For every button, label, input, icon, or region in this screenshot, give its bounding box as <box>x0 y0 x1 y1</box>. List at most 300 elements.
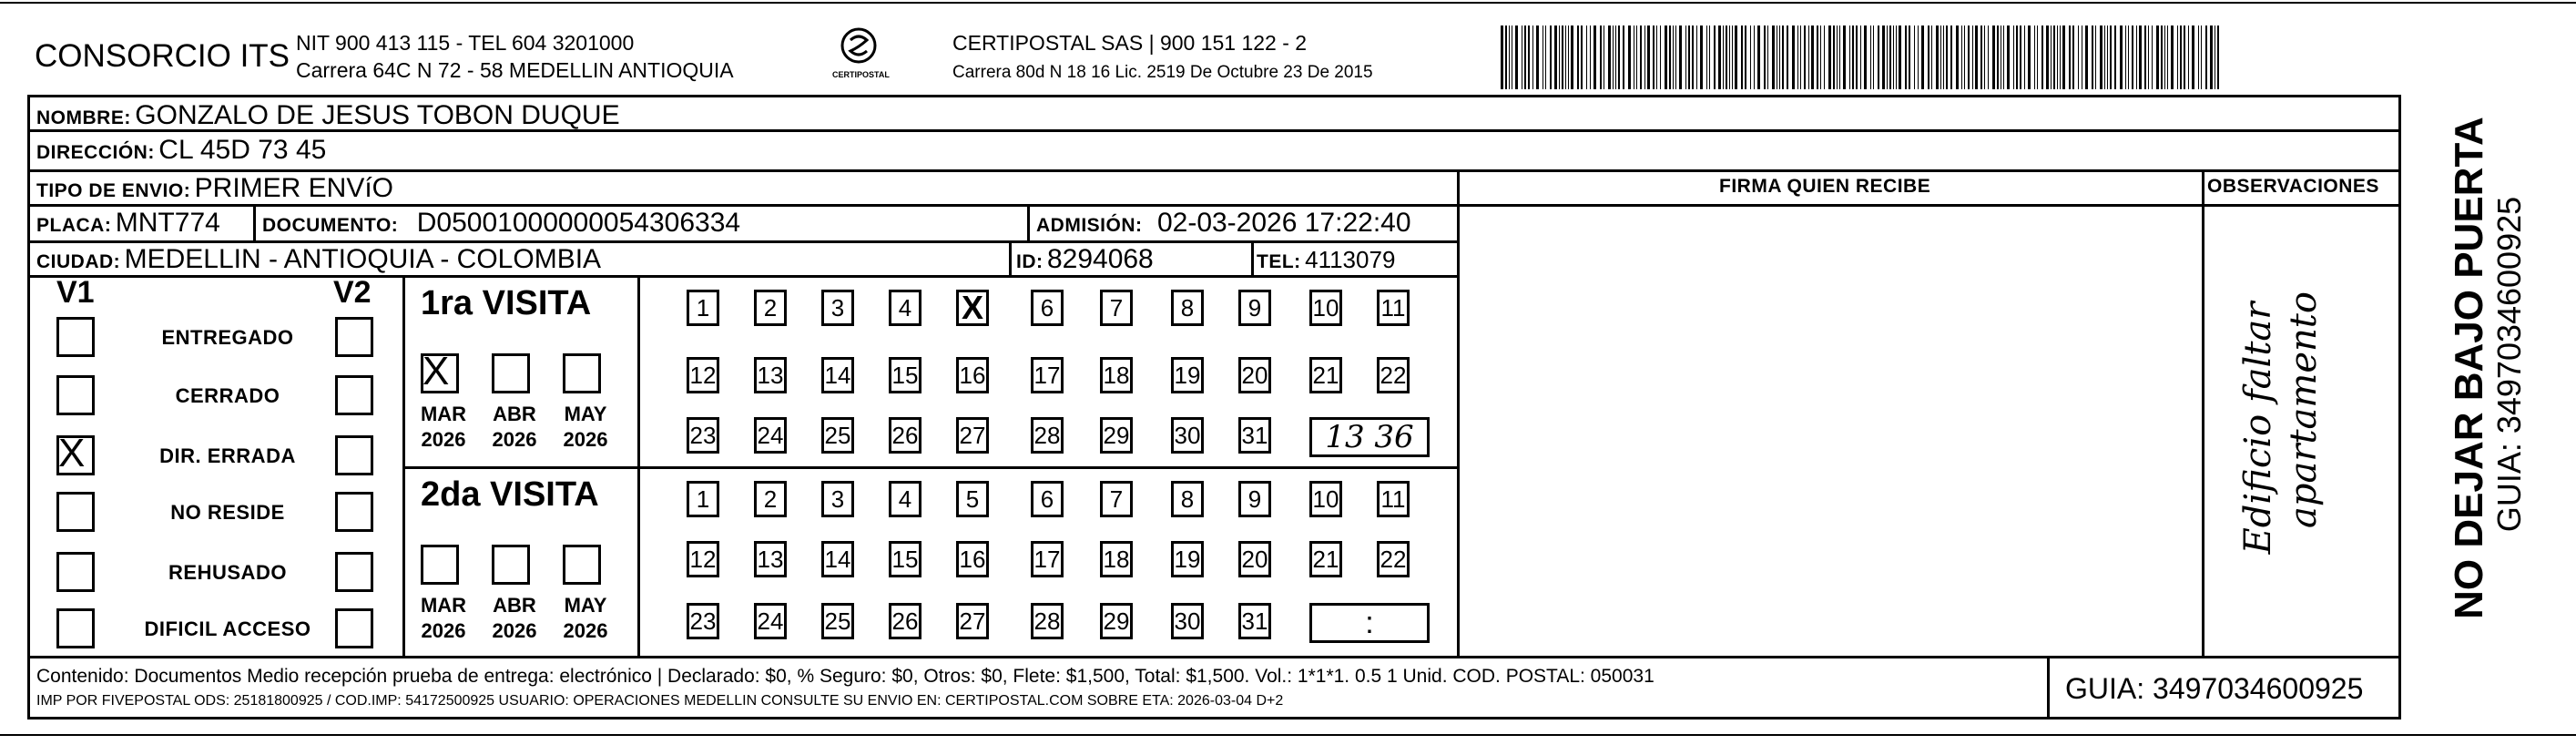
visit2-day-box[interactable]: 29 <box>1100 603 1133 639</box>
barcode-bar <box>1870 26 1871 89</box>
barcode-bar <box>1700 26 1703 89</box>
barcode-bar <box>1931 26 1932 89</box>
barcode-bar <box>1685 26 1686 89</box>
barcode-bar <box>1984 26 1985 89</box>
barcode-bar <box>2072 26 2074 89</box>
barcode-bar <box>1673 26 1674 89</box>
visit2-month-label: MAY <box>564 594 607 617</box>
visit2-day-box[interactable]: 3 <box>821 481 854 517</box>
barcode-bar <box>1940 26 1941 89</box>
barcode-bar <box>1988 26 1989 89</box>
barcode-bar <box>1545 26 1546 89</box>
id-sep <box>1009 240 1012 275</box>
barcode-bar <box>2024 26 2025 89</box>
visit2-day-box[interactable]: 17 <box>1031 541 1064 577</box>
barcode-bar <box>1972 26 1973 89</box>
barcode-bar <box>1811 26 1814 89</box>
barcode-bar <box>1856 26 1858 89</box>
visit2-day-box[interactable]: 9 <box>1238 481 1271 517</box>
barcode-bar <box>1692 26 1694 89</box>
barcode-bar <box>1896 26 1897 89</box>
visit1-month-label: MAY <box>564 403 607 425</box>
barcode-bar <box>1893 26 1894 89</box>
visit1-day-box[interactable]: 24 <box>754 417 787 454</box>
company-name: CONSORCIO ITS <box>35 38 290 74</box>
barcode-bar <box>2037 26 2038 89</box>
visit1-day-box[interactable]: 8 <box>1171 290 1204 326</box>
barcode-bar <box>1515 26 1518 89</box>
nombre-value: GONZALO DE JESUS TOBON DUQUE <box>135 100 620 130</box>
barcode-bar <box>2020 26 2021 89</box>
barcode-bar <box>2120 26 2123 89</box>
barcode-bar <box>1936 26 1939 89</box>
firma-header: FIRMA QUIEN RECIBE <box>1719 176 1931 197</box>
nombre-label-text: NOMBRE: <box>36 107 131 128</box>
visit2-day-box[interactable]: 27 <box>956 603 989 639</box>
visit1-day-box[interactable]: 27 <box>956 417 989 454</box>
barcode-bar <box>2210 26 2213 89</box>
barcode-bar <box>1764 26 1766 89</box>
barcode-bar <box>1706 26 1707 89</box>
visit2-day-box[interactable]: 25 <box>821 603 854 639</box>
visit1-day-box[interactable]: 10 <box>1309 290 1342 326</box>
barcode-bar <box>1950 26 1952 89</box>
barcode-bar <box>2078 26 2079 89</box>
visit1-day-box[interactable]: 29 <box>1100 417 1133 454</box>
barcode-bar <box>2167 26 2168 89</box>
barcode-bar <box>1905 26 1907 89</box>
visit1-year-label: 2026 <box>421 428 466 451</box>
barcode-bar <box>2057 26 2058 89</box>
barcode-bar <box>1608 26 1611 89</box>
barcode-bar <box>2192 26 2194 89</box>
v1-checkbox[interactable] <box>56 375 95 415</box>
visit1-day-box[interactable]: X <box>956 290 989 326</box>
barcode-bar <box>1696 26 1697 89</box>
visit1-time-box[interactable]: 13 36 <box>1309 417 1430 457</box>
footer-line2: IMP POR FIVEPOSTAL ODS: 25181800925 / COD.IMP: 54172500925 USUARIO: OPERACIONES MEDELLIN CONSULTE SU ENVIO EN: CERTIPOSTAL.COM SOBRE ETA: 2026-03-04 D+2 <box>36 693 1284 709</box>
visit1-day-box[interactable]: 23 <box>687 417 719 454</box>
visit2-day-box[interactable]: 11 <box>1377 481 1410 517</box>
visit1-month-box[interactable] <box>492 353 530 393</box>
visit1-day-box[interactable]: 16 <box>956 357 989 393</box>
visit2-day-box[interactable]: 1 <box>687 481 719 517</box>
barcode-bar <box>1644 26 1645 89</box>
barcode-bar <box>1837 26 1838 89</box>
status-option-label: ENTREGADO <box>161 326 294 349</box>
visit2-day-box[interactable]: 13 <box>754 541 787 577</box>
barcode-bar <box>1843 26 1846 89</box>
v1-checkbox[interactable] <box>56 552 95 592</box>
visit2-day-box[interactable]: 23 <box>687 603 719 639</box>
barcode-bar <box>2144 26 2146 89</box>
tipo-label: TIPO DE ENVIO: <box>36 180 191 201</box>
status-option-label: DIFICIL ACCESO <box>144 617 311 640</box>
barcode-bar <box>1767 26 1768 89</box>
barcode-bar <box>1735 26 1737 89</box>
status-sep <box>402 275 405 656</box>
barcode-bar <box>1750 26 1751 89</box>
visit2-day-box[interactable]: 14 <box>821 541 854 577</box>
barcode-bar <box>1787 26 1788 89</box>
barcode-bar <box>1577 26 1579 89</box>
documento-row <box>262 209 740 237</box>
visit2-day-box[interactable]: 6 <box>1031 481 1064 517</box>
barcode-bar <box>1647 26 1650 89</box>
visit2-year-label: 2026 <box>563 619 608 642</box>
barcode-bar <box>1509 26 1510 89</box>
barcode-bar <box>1975 26 1978 89</box>
barcode-bar <box>1820 26 1821 89</box>
barcode-bar <box>2114 26 2116 89</box>
visit2-day-box[interactable]: 30 <box>1171 603 1204 639</box>
barcode-bar <box>1754 26 1755 89</box>
barcode-bar <box>2205 26 2207 89</box>
barcode-bar <box>1800 26 1801 89</box>
barcode-bar <box>1640 26 1642 89</box>
barcode-bar <box>1828 26 1831 89</box>
barcode-bar <box>1968 26 1970 89</box>
barcode-bar <box>2034 26 2035 89</box>
barcode-bar <box>2188 26 2189 89</box>
courier-line1: CERTIPOSTAL SAS | 900 151 122 - 2 <box>952 31 1308 55</box>
barcode-bar <box>2016 26 2018 89</box>
visit1-day-box[interactable]: 1 <box>687 290 719 326</box>
visit2-day-box[interactable]: 24 <box>754 603 787 639</box>
observaciones-header: OBSERVACIONES <box>2207 176 2379 197</box>
barcode-bar <box>1864 26 1867 89</box>
ciudad-value: MEDELLIN - ANTIOQUIA - COLOMBIA <box>124 244 602 274</box>
barcode-bar <box>1665 26 1667 89</box>
barcode-bar <box>1997 26 1999 89</box>
logo-caption: CERTIPOSTAL <box>832 70 890 79</box>
nit-line: NIT 900 413 115 - TEL 604 3201000 <box>296 31 635 55</box>
barcode-bar <box>1593 26 1596 89</box>
v2-checkbox[interactable] <box>335 375 373 415</box>
barcode-bar <box>2041 26 2043 89</box>
v2-checkbox[interactable] <box>335 317 373 357</box>
obs-line-2: apartamento <box>2283 291 2325 528</box>
direccion-value: CL 45D 73 45 <box>158 135 327 165</box>
barcode-bar <box>1636 26 1637 89</box>
certipostal-logo <box>827 24 891 84</box>
visit1-day-box[interactable]: 21 <box>1309 357 1342 393</box>
barcode-bar <box>2156 26 2159 89</box>
barcode-bar <box>2003 26 2004 89</box>
barcode-bar <box>1887 26 1888 89</box>
visit2-day-box[interactable]: 8 <box>1171 481 1204 517</box>
barcode-bar <box>1943 26 1944 89</box>
direccion-label: DIRECCIÓN: <box>36 142 155 163</box>
barcode-bar <box>1782 26 1784 89</box>
barcode-bar <box>1528 26 1530 89</box>
row-line-6 <box>402 466 1457 469</box>
visit1-day-box[interactable]: 28 <box>1031 417 1064 454</box>
footer-line1: Contenido: Documentos Medio recepción prueba de entrega: electrónico | Declarado: $0, % Seguro: $0, Otros: $0, Flete: $1,500, Total: $1,500. Vol.: 1*1*1. 0.5 1 Unid. COD. POSTAL: 050031 <box>36 666 1655 687</box>
status-option-label: NO RESIDE <box>170 501 285 524</box>
tel-value: 4113079 <box>1305 246 1396 273</box>
visit2-day-box[interactable]: 20 <box>1238 541 1271 577</box>
v2-checkbox[interactable] <box>335 608 373 648</box>
visit2-title: 2da VISITA <box>421 475 599 514</box>
barcode-bar <box>2028 26 2031 89</box>
visit2-day-box[interactable]: 5 <box>956 481 989 517</box>
barcode-bar <box>2184 26 2185 89</box>
barcode-bar <box>1808 26 1809 89</box>
barcode-bar <box>1946 26 1948 89</box>
footer-guia: GUIA: 3497034600925 <box>2065 672 2364 705</box>
placa-row <box>36 209 220 237</box>
v1-checkbox[interactable] <box>56 492 95 532</box>
visit2-month-box[interactable] <box>563 545 601 585</box>
visit1-day-box[interactable]: 20 <box>1238 357 1271 393</box>
barcode-bar <box>1565 26 1566 89</box>
barcode-bar <box>1679 26 1682 89</box>
barcode-bar <box>1833 26 1835 89</box>
visit1-day-box[interactable]: 4 <box>889 290 921 326</box>
tipo-value: PRIMER ENVíO <box>194 173 394 203</box>
status-option-label: DIR. ERRADA <box>159 444 296 467</box>
visit2-time-box[interactable]: : <box>1309 603 1430 643</box>
barcode-bar <box>1899 26 1901 89</box>
visit2-day-box[interactable]: 7 <box>1100 481 1133 517</box>
barcode-bar <box>2104 26 2105 89</box>
visit2-day-box[interactable]: 10 <box>1309 481 1342 517</box>
barcode-bar <box>1669 26 1671 89</box>
status-option-label: CERRADO <box>175 384 280 407</box>
barcode-bar <box>2201 26 2202 89</box>
footer-guia-sep <box>2047 656 2050 719</box>
barcode-bar <box>2060 26 2061 89</box>
barcode-bar <box>2198 26 2199 89</box>
barcode-bar <box>1532 26 1533 89</box>
barcode-bar <box>2152 26 2153 89</box>
courier-line2: Carrera 80d N 18 16 Lic. 2519 De Octubre 23 De 2015 <box>952 63 1373 82</box>
barcode-bar <box>1554 26 1557 89</box>
visit1-day-box[interactable]: 17 <box>1031 357 1064 393</box>
v2-checkbox[interactable] <box>335 435 373 475</box>
barcode-bar <box>2180 26 2182 89</box>
barcode-bar <box>2051 26 2052 89</box>
visit1-day-box[interactable]: 25 <box>821 417 854 454</box>
barcode-bar <box>1852 26 1854 89</box>
barcode-bar <box>1772 26 1775 89</box>
placa-label: PLACA: <box>36 215 112 236</box>
barcode-bar <box>1839 26 1840 89</box>
visit2-year-label: 2026 <box>421 619 466 642</box>
visit2-day-box[interactable]: 19 <box>1171 541 1204 577</box>
nombre-label <box>36 102 620 129</box>
visit1-day-box[interactable]: 15 <box>889 357 921 393</box>
barcode-bar <box>1714 26 1716 89</box>
barcode-bar <box>1745 26 1746 89</box>
firma-header-line <box>1457 204 2401 207</box>
barcode-bar <box>1568 26 1569 89</box>
visit2-day-box[interactable]: 4 <box>889 481 921 517</box>
side-line1: NO DEJAR BAJO PUERTA <box>2447 117 2491 619</box>
visit1-day-box[interactable]: 22 <box>1377 357 1410 393</box>
visit-sep <box>637 275 640 656</box>
row-line-2 <box>27 169 2401 172</box>
barcode-bar <box>2085 26 2088 89</box>
barcode-bar <box>1688 26 1690 89</box>
visit1-day-box[interactable]: 30 <box>1171 417 1204 454</box>
admision-row <box>1036 209 1411 237</box>
barcode-bar <box>2132 26 2133 89</box>
visit1-day-box[interactable]: 2 <box>754 290 787 326</box>
visit1-month-label: ABR <box>493 403 536 425</box>
barcode-bar <box>1757 26 1760 89</box>
barcode-bar <box>2148 26 2149 89</box>
placa-value: MNT774 <box>115 208 220 238</box>
row-line-4 <box>27 240 1457 243</box>
obs-line-1: Edificio faltar <box>2237 301 2279 555</box>
visit1-year-label: 2026 <box>563 428 608 451</box>
barcode-bar <box>1550 26 1552 89</box>
v2-checkbox[interactable] <box>335 492 373 532</box>
tel-label: TEL: <box>1257 251 1301 272</box>
barcode-bar <box>1921 26 1924 89</box>
col-firma-left <box>1457 169 1460 656</box>
visit1-day-box[interactable]: 14 <box>821 357 854 393</box>
barcode-bar <box>1873 26 1874 89</box>
visit2-day-box[interactable]: 26 <box>889 603 921 639</box>
barcode-bar <box>2100 26 2103 89</box>
barcode-bar <box>1956 26 1959 89</box>
id-label: ID: <box>1016 251 1044 272</box>
visit1-day-box[interactable]: 26 <box>889 417 921 454</box>
barcode-bar <box>1613 26 1614 89</box>
visit2-day-box[interactable]: 2 <box>754 481 787 517</box>
visit1-day-box[interactable]: 13 <box>754 357 787 393</box>
id-row <box>1016 246 1154 273</box>
barcode-bar <box>1581 26 1583 89</box>
visit2-year-label: 2026 <box>492 619 537 642</box>
barcode-bar <box>1660 26 1661 89</box>
visit2-day-box[interactable]: 21 <box>1309 541 1342 577</box>
barcode-bar <box>1804 26 1806 89</box>
barcode-bar <box>2136 26 2137 89</box>
barcode-bar <box>1878 26 1879 89</box>
visit1-day-box[interactable]: 19 <box>1171 357 1204 393</box>
visit2-day-box[interactable]: 22 <box>1377 541 1410 577</box>
visit2-day-box[interactable]: 28 <box>1031 603 1064 639</box>
barcode-bar <box>1536 26 1539 89</box>
visit2-day-box[interactable]: 18 <box>1100 541 1133 577</box>
visit1-month-label: MAR <box>420 403 467 425</box>
visit1-year-label: 2026 <box>492 428 537 451</box>
visit1-title: 1ra VISITA <box>421 284 592 322</box>
visit1-day-box[interactable]: 6 <box>1031 290 1064 326</box>
barcode-bar <box>1729 26 1730 89</box>
visit1-day-box[interactable]: 31 <box>1238 417 1271 454</box>
visit1-day-box[interactable]: 12 <box>687 357 719 393</box>
barcode-bar <box>1882 26 1885 89</box>
visit2-month-label: ABR <box>493 594 536 617</box>
documento-value: D05001000000054306334 <box>416 208 741 238</box>
v2-checkbox[interactable] <box>335 552 373 592</box>
barcode-bar <box>1562 26 1563 89</box>
barcode-bar <box>1600 26 1602 89</box>
barcode-bar <box>1928 26 1929 89</box>
placa-sep <box>253 204 256 240</box>
id-value: 8294068 <box>1046 244 1154 274</box>
visit1-day-box[interactable]: 9 <box>1238 290 1271 326</box>
barcode-bar <box>1718 26 1721 89</box>
barcode-bar <box>1741 26 1743 89</box>
status-option-label: REHUSADO <box>168 561 287 584</box>
direccion-row <box>36 137 326 164</box>
visit1-day-box[interactable]: 18 <box>1100 357 1133 393</box>
visit2-month-box[interactable] <box>492 545 530 585</box>
visit1-day-box[interactable]: 11 <box>1377 290 1410 326</box>
row-line-5 <box>27 275 1457 278</box>
tipo-row <box>36 175 393 202</box>
barcode-bar <box>2161 26 2163 89</box>
barcode-bar <box>1524 26 1526 89</box>
barcode-bar <box>1914 26 1915 89</box>
visit2-day-box[interactable]: 31 <box>1238 603 1271 639</box>
top-rule <box>0 2 2576 4</box>
barcode-bar <box>2062 26 2065 89</box>
barcode-bar <box>1732 26 1733 89</box>
barcode-bar <box>1918 26 1919 89</box>
barcode-bar <box>2128 26 2129 89</box>
visit1-day-box[interactable]: 3 <box>821 290 854 326</box>
barcode-bar <box>1860 26 1861 89</box>
visit2-day-box[interactable]: 15 <box>889 541 921 577</box>
logo-icon <box>827 24 891 69</box>
barcode-bar <box>1675 26 1676 89</box>
visit2-month-box[interactable] <box>421 545 459 585</box>
barcode-bar <box>1656 26 1657 89</box>
side-line2: GUIA: 3497034600925 <box>2490 196 2528 533</box>
v1-checkbox[interactable] <box>56 317 95 357</box>
visit2-day-box[interactable]: 16 <box>956 541 989 577</box>
barcode-bar <box>2053 26 2055 89</box>
barcode <box>1499 26 2227 89</box>
barcode-bar <box>1618 26 1620 89</box>
ciudad-row <box>36 246 601 273</box>
barcode-bar <box>1797 26 1798 89</box>
footer-line <box>27 656 2401 658</box>
visit2-day-box[interactable]: 12 <box>687 541 719 577</box>
v1-checkbox[interactable] <box>56 608 95 648</box>
barcode-bar <box>1889 26 1891 89</box>
v2-label: V2 <box>333 275 372 310</box>
barcode-bar <box>2139 26 2142 89</box>
visit1-month-mark: X <box>423 349 450 393</box>
visit1-month-box[interactable] <box>563 353 601 393</box>
barcode-bar <box>1586 26 1587 89</box>
barcode-bar <box>1726 26 1727 89</box>
barcode-bar <box>1964 26 1965 89</box>
barcode-bar <box>2092 26 2093 89</box>
barcode-bar <box>2007 26 2010 89</box>
barcode-bar <box>1653 26 1655 89</box>
admision-value: 02-03-2026 17:22:40 <box>1156 208 1411 238</box>
address-line: Carrera 64C N 72 - 58 MEDELLIN ANTIOQUIA <box>296 58 734 82</box>
bottom-rule <box>0 734 2576 736</box>
barcode-bar <box>1723 26 1724 89</box>
barcode-bar <box>2217 26 2219 89</box>
admision-sep <box>1027 204 1030 240</box>
visit1-day-box[interactable]: 7 <box>1100 290 1133 326</box>
observaciones-handwritten <box>2204 219 2386 647</box>
barcode-bar <box>1615 26 1616 89</box>
barcode-bar <box>1505 26 1507 89</box>
barcode-bar <box>2046 26 2049 89</box>
